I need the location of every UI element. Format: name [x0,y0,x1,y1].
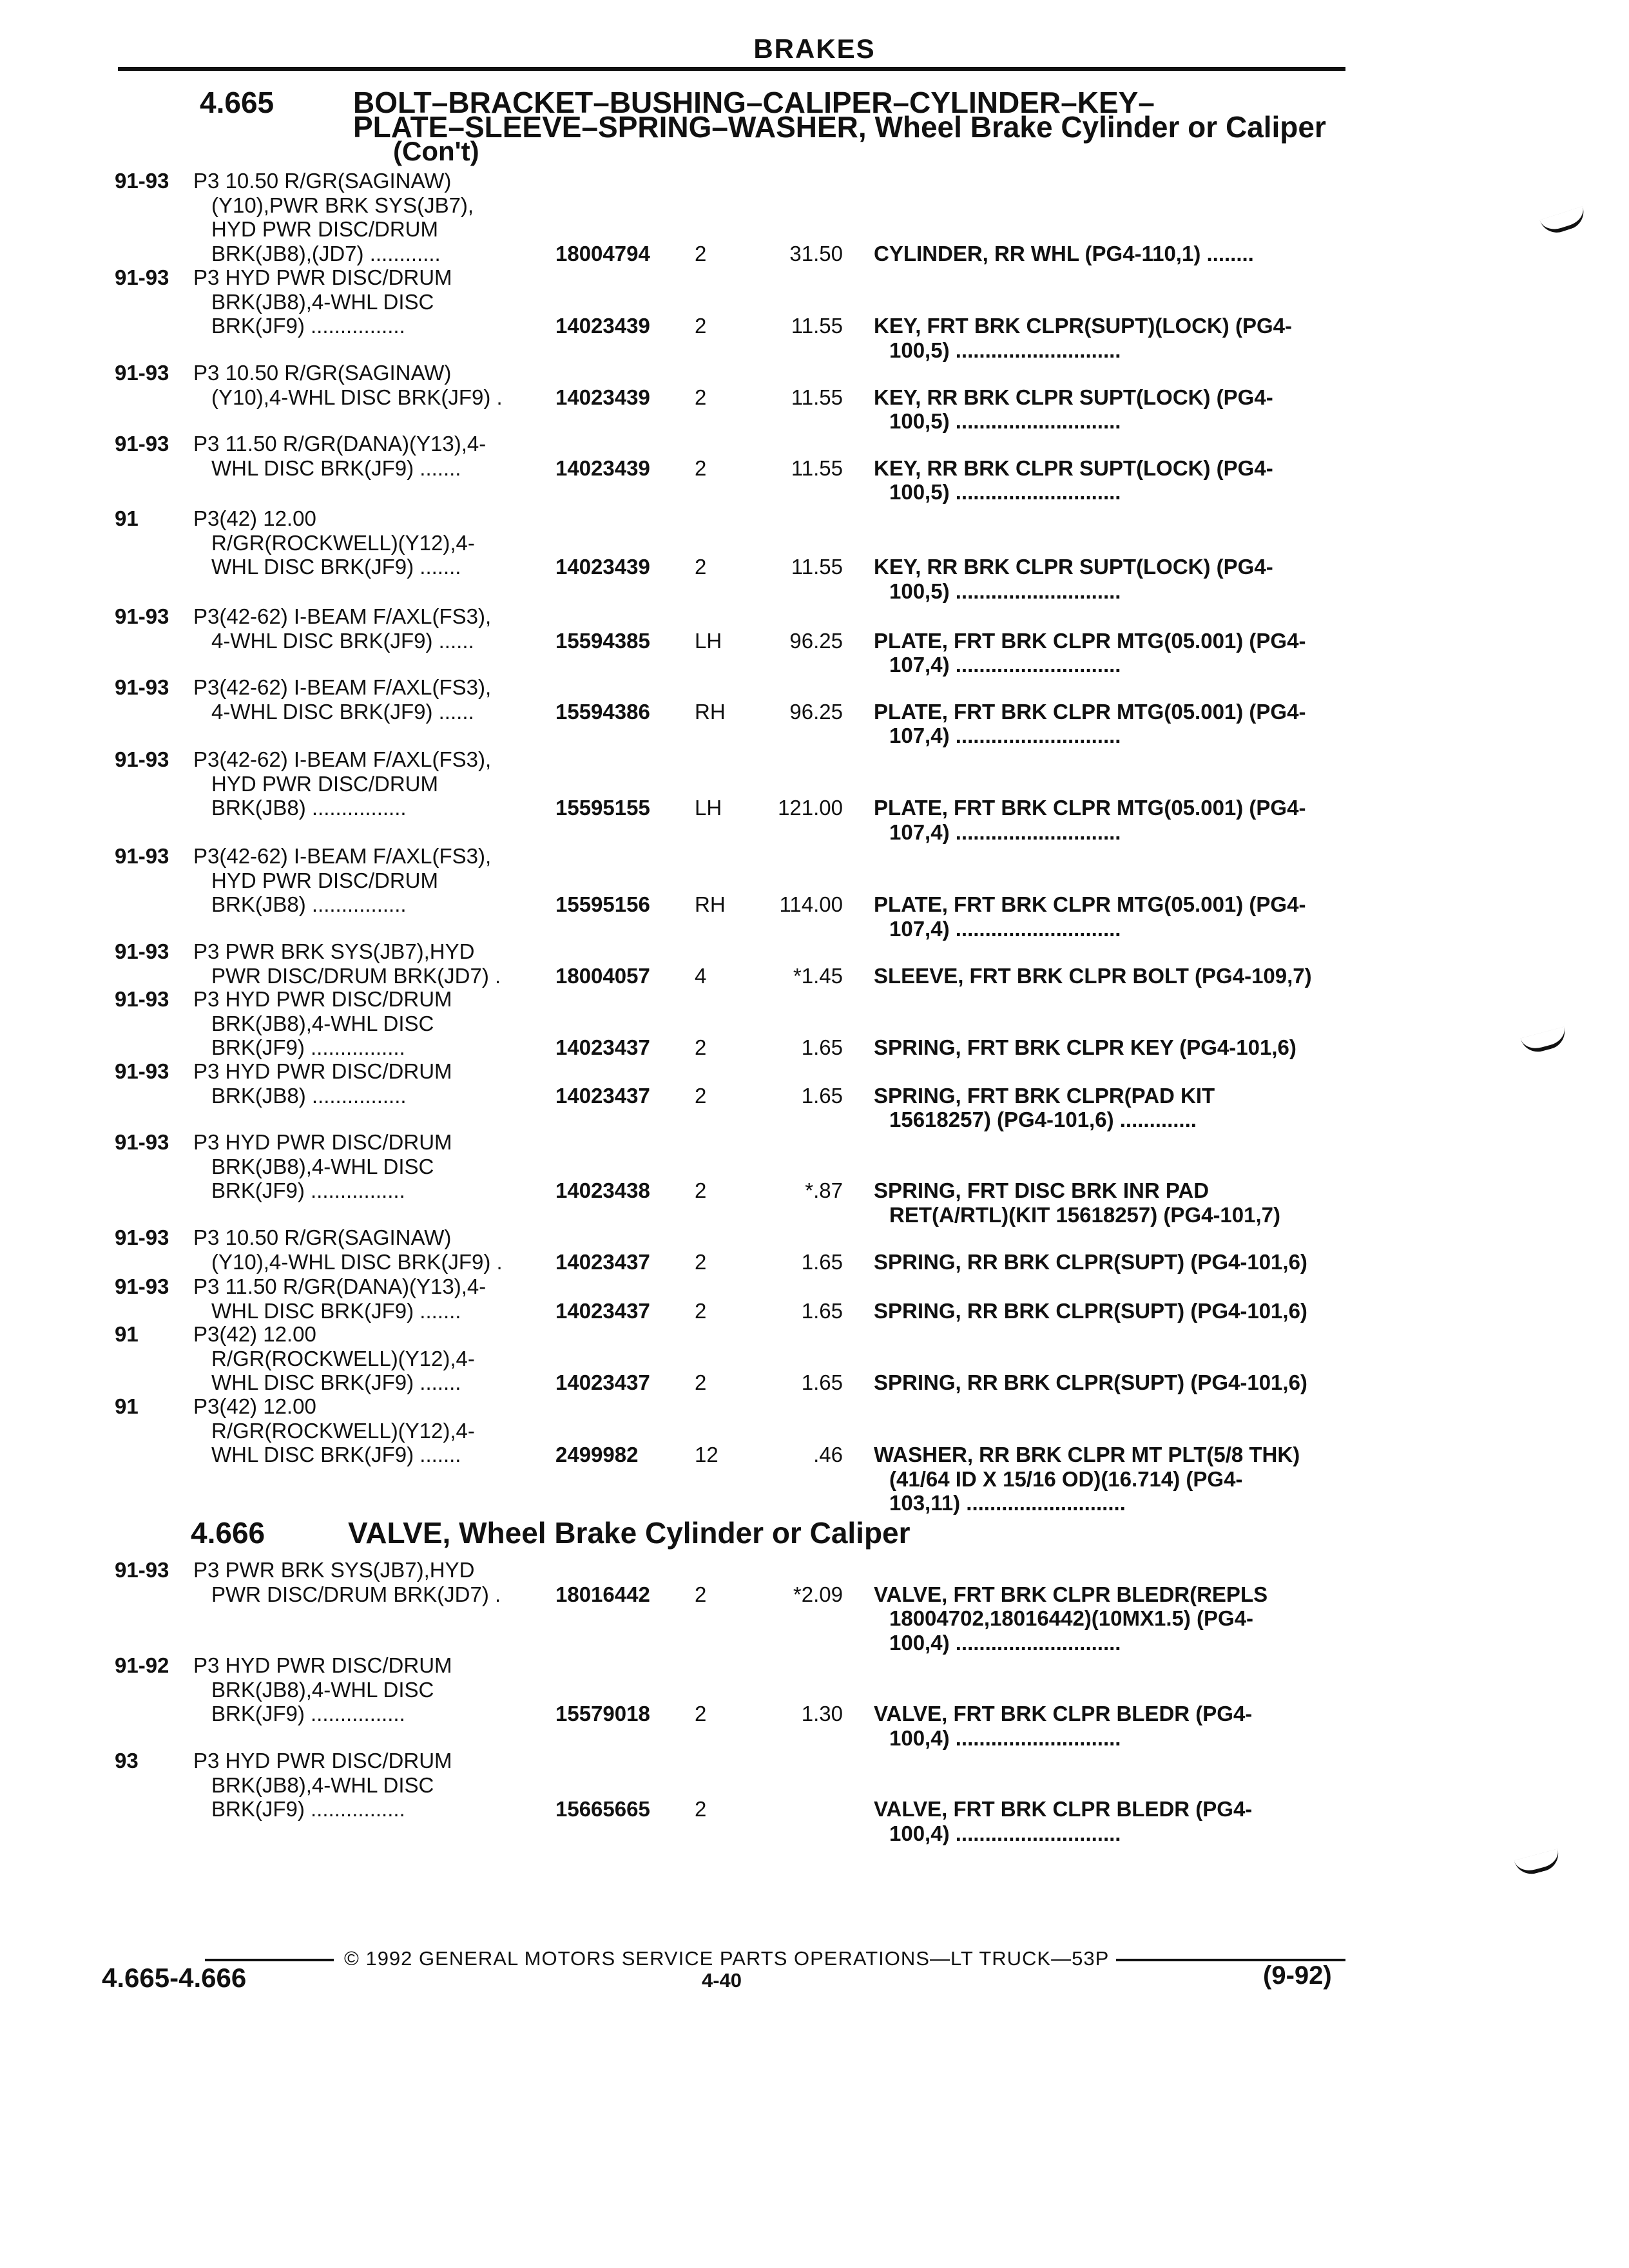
description-line: P3 PWR BRK SYS(JB7),HYD [193,939,475,963]
description-line: P3(42) 12.00 [193,1394,316,1418]
section-number: 4.666 [191,1516,265,1550]
application-description [193,939,501,988]
part-name [874,1797,1252,1845]
description-line: WHL DISC BRK(JF9) ....... [211,1298,461,1323]
part-name-line: 107,4) ............................ [889,724,1121,747]
part-number: 15665665 [555,1797,650,1821]
part-name [874,964,1312,988]
model-years: 91-93 [115,169,169,193]
description-line: (Y10),4-WHL DISC BRK(JF9) . [211,385,503,409]
part-name-line: VALVE, FRT BRK CLPR BLEDR(REPLS [874,1582,1268,1606]
model-years: 91-93 [115,361,169,385]
description-line: WHL DISC BRK(JF9) ....... [211,1443,461,1466]
section-title-line: (Con't) [393,136,479,166]
part-name-line: SPRING, RR BRK CLPR(SUPT) (PG4-101,6) [874,1249,1307,1274]
description-line: P3 HYD PWR DISC/DRUM [193,987,452,1011]
description-line: BRK(JB8),(JD7) ............ [211,241,441,265]
part-number: 14023439 [555,314,650,338]
part-number: 18004794 [555,241,650,265]
quantity: 2 [695,1178,707,1202]
part-name-line: 100,5) ............................ [889,579,1121,603]
part-name-line: 107,4) ............................ [889,820,1121,844]
model-years: 91-93 [115,675,169,699]
part-name-line: PLATE, FRT BRK CLPR MTG(05.001) (PG4- [874,699,1306,724]
model-years: 91 [115,1394,139,1418]
description-line: P3 PWR BRK SYS(JB7),HYD [193,1558,475,1582]
price: 121.00 [778,796,843,820]
footer-range: 4.665-4.666 [102,1963,247,1993]
description-line: R/GR(ROCKWELL)(Y12),4- [211,1418,475,1443]
quantity: 2 [695,1249,707,1274]
model-years: 91-93 [115,432,169,456]
model-years: 91-93 [115,1558,169,1582]
part-name-line: KEY, RR BRK CLPR SUPT(LOCK) (PG4- [874,456,1273,480]
application-description [193,1653,452,1726]
part-name-line: VALVE, FRT BRK CLPR BLEDR (PG4- [874,1797,1253,1821]
section-number: 4.665 [200,86,275,119]
description-line: P3(42-62) I-BEAM F/AXL(FS3), [193,604,492,628]
part-number: 15594385 [555,628,650,653]
application-description [193,1130,452,1203]
part-name [874,242,1254,266]
part-name-line: KEY, RR BRK CLPR SUPT(LOCK) (PG4- [874,385,1273,409]
description-line: BRK(JF9) ................ [211,1702,405,1725]
quantity: 4 [695,963,707,988]
part-name [874,456,1273,505]
margin-tick-mark [1539,206,1588,237]
part-name [874,629,1306,677]
quantity: 2 [695,385,707,409]
part-name-line: PLATE, FRT BRK CLPR MTG(05.001) (PG4- [874,892,1306,916]
model-years: 91-93 [115,1225,169,1249]
description-line: P3 11.50 R/GR(DANA)(Y13),4- [193,432,487,456]
quantity: 2 [695,314,707,338]
description-line: HYD PWR DISC/DRUM [211,868,438,892]
model-years: 91-93 [115,987,169,1011]
application-description [193,844,491,917]
quantity: LH [695,796,722,820]
description-line: P3 HYD PWR DISC/DRUM [193,1749,452,1773]
description-line: P3 HYD PWR DISC/DRUM [193,265,452,289]
model-years: 91 [115,1322,139,1346]
price: 1.65 [801,1298,843,1323]
description-line: 4-WHL DISC BRK(JF9) ...... [211,628,474,653]
part-name-line: WASHER, RR BRK CLPR MT PLT(5/8 THK) [874,1443,1300,1466]
part-name [874,700,1306,748]
description-line: BRK(JB8) ................ [211,892,407,916]
section-title-line: PLATE–SLEEVE–SPRING–WASHER, Wheel Brake Cylinder or Caliper [353,110,1326,144]
application-description [193,604,491,653]
description-line: P3(42-62) I-BEAM F/AXL(FS3), [193,747,492,771]
price: 1.65 [801,1083,843,1108]
part-name [874,1299,1307,1323]
quantity: 2 [695,1370,707,1394]
part-name-line: SPRING, RR BRK CLPR(SUPT) (PG4-101,6) [874,1370,1307,1394]
part-number: 14023439 [555,555,650,579]
description-line: P3(42) 12.00 [193,506,316,530]
description-line: HYD PWR DISC/DRUM [211,771,438,796]
part-name-line: PLATE, FRT BRK CLPR MTG(05.001) (PG4- [874,796,1306,820]
description-line: P3 HYD PWR DISC/DRUM [193,1059,452,1083]
model-years: 93 [115,1749,139,1773]
quantity: 2 [695,1702,707,1725]
model-years: 91-93 [115,844,169,868]
quantity: 2 [695,1797,707,1821]
description-line: BRK(JF9) ................ [211,1035,405,1059]
price: *2.09 [793,1582,843,1606]
model-years: 91 [115,506,139,530]
description-line: P3(42-62) I-BEAM F/AXL(FS3), [193,675,492,699]
model-years: 91-93 [115,1274,169,1298]
part-name [874,314,1292,362]
part-name-line: 100,4) ............................ [889,1630,1121,1655]
description-line: PWR DISC/DRUM BRK(JD7) . [211,1582,501,1606]
application-description [193,1274,486,1323]
description-line: R/GR(ROCKWELL)(Y12),4- [211,1346,475,1370]
part-name [874,796,1306,844]
application-description [193,1749,452,1821]
application-description [193,675,491,724]
quantity: RH [695,699,726,724]
description-line: P3(42-62) I-BEAM F/AXL(FS3), [193,844,492,868]
section-title-line: BOLT–BRACKET–BUSHING–CALIPER–CYLINDER–KEY– [353,86,1155,119]
part-name-line: (41/64 ID X 15/16 OD)(16.714) (PG4- [889,1466,1243,1491]
description-line: BRK(JB8),4-WHL DISC [211,1677,434,1702]
model-years: 91-93 [115,939,169,963]
part-number: 14023437 [555,1249,650,1274]
part-number: 14023438 [555,1178,650,1202]
price: 96.25 [789,628,843,653]
footer-date: (9-92) [1263,1961,1332,1990]
price: 1.65 [801,1249,843,1274]
quantity: 2 [695,1298,707,1323]
part-name-line: SPRING, FRT BRK CLPR KEY (PG4-101,6) [874,1035,1296,1059]
footer-copyright: © 1992 GENERAL MOTORS SERVICE PARTS OPERATIONS—LT TRUCK—53P [344,1947,1110,1970]
application-description [193,506,475,579]
application-description [193,1059,452,1108]
part-number: 15595156 [555,892,650,916]
footer-page-number: 4-40 [701,1969,742,1992]
model-years: 91-93 [115,265,169,289]
application-description [193,987,452,1060]
quantity: 12 [695,1443,718,1466]
quantity: 2 [695,1035,707,1059]
description-line: HYD PWR DISC/DRUM [211,217,438,241]
description-line: BRK(JB8),4-WHL DISC [211,1773,434,1797]
part-name-line: CYLINDER, RR WHL (PG4-110,1) ........ [874,241,1254,265]
application-description [193,1558,501,1606]
part-name [874,385,1273,434]
page-header: BRAKES [753,34,876,64]
part-name [874,892,1306,941]
quantity: 2 [695,1582,707,1606]
description-line: (Y10),4-WHL DISC BRK(JF9) . [211,1249,503,1274]
description-line: P3 10.50 R/GR(SAGINAW) [193,361,452,385]
section-title-line: VALVE, Wheel Brake Cylinder or Caliper [348,1516,911,1550]
description-line: P3 10.50 R/GR(SAGINAW) [193,169,452,193]
part-number: 15579018 [555,1702,650,1725]
description-line: 4-WHL DISC BRK(JF9) ...... [211,699,474,724]
section-title [353,86,1326,166]
part-name-line: 18004702,18016442)(10MX1.5) (PG4- [889,1606,1254,1630]
part-name-line: KEY, FRT BRK CLPR(SUPT)(LOCK) (PG4- [874,314,1292,338]
description-line: P3(42) 12.00 [193,1322,316,1346]
price: 1.65 [801,1035,843,1059]
part-name [874,1702,1252,1750]
description-line: BRK(JF9) ................ [211,1797,405,1821]
part-name [874,1084,1215,1132]
price: 11.55 [791,456,843,480]
part-number: 18016442 [555,1582,650,1606]
application-description [193,265,452,338]
application-description [193,1225,503,1274]
description-line: P3 11.50 R/GR(DANA)(Y13),4- [193,1274,487,1298]
part-name-line: 100,5) ............................ [889,409,1121,433]
description-line: BRK(JB8),4-WHL DISC [211,1154,434,1178]
section-title [348,1516,911,1550]
part-number: 14023437 [555,1370,650,1394]
description-line: BRK(JF9) ................ [211,314,405,338]
part-name-line: SPRING, FRT DISC BRK INR PAD [874,1178,1210,1202]
price: 31.50 [789,241,843,265]
part-number: 14023439 [555,385,650,409]
application-description [193,1322,475,1395]
part-name-line: 107,4) ............................ [889,653,1121,677]
price: *.87 [805,1178,843,1202]
part-number: 2499982 [555,1443,639,1466]
part-name-line: 100,4) ............................ [889,1725,1121,1750]
model-years: 91-93 [115,604,169,628]
description-line: P3 HYD PWR DISC/DRUM [193,1130,452,1154]
application-description [193,361,503,409]
price: 1.65 [801,1370,843,1394]
description-line: WHL DISC BRK(JF9) ....... [211,555,461,579]
price: 11.55 [791,314,843,338]
description-line: WHL DISC BRK(JF9) ....... [211,456,461,480]
description-line: BRK(JB8),4-WHL DISC [211,1011,434,1035]
description-line: BRK(JB8),4-WHL DISC [211,289,434,314]
description-line: P3 HYD PWR DISC/DRUM [193,1653,452,1677]
quantity: 2 [695,555,707,579]
part-name [874,1035,1296,1060]
part-name-line: VALVE, FRT BRK CLPR BLEDR (PG4- [874,1702,1253,1725]
model-years: 91-92 [115,1653,169,1677]
price: 11.55 [791,555,843,579]
description-line: BRK(JB8) ................ [211,1083,407,1108]
quantity: 2 [695,241,707,265]
application-description [193,432,486,480]
price: .46 [813,1443,843,1466]
part-number: 15594386 [555,699,650,724]
quantity: 2 [695,1083,707,1108]
model-years: 91-93 [115,1059,169,1083]
part-number: 14023439 [555,456,650,480]
part-number: 14023437 [555,1298,650,1323]
description-line: BRK(JF9) ................ [211,1178,405,1202]
price: *1.45 [793,963,843,988]
part-name-line: 15618257) (PG4-101,6) ............. [889,1108,1197,1131]
model-years: 91-93 [115,1130,169,1154]
part-name-line: PLATE, FRT BRK CLPR MTG(05.001) (PG4- [874,628,1306,653]
description-line: WHL DISC BRK(JF9) ....... [211,1370,461,1394]
footer-rule-left [205,1959,334,1961]
part-name [874,1178,1280,1227]
part-name [874,1370,1307,1395]
part-number: 14023437 [555,1035,650,1059]
part-name [874,1250,1307,1274]
part-number: 15595155 [555,796,650,820]
description-line: BRK(JB8) ................ [211,796,407,820]
part-name-line: SLEEVE, FRT BRK CLPR BOLT (PG4-109,7) [874,963,1312,988]
application-description [193,169,474,265]
part-name-line: 100,4) ............................ [889,1821,1121,1845]
application-description [193,1394,475,1467]
part-name [874,1443,1300,1515]
part-name-line: 100,5) ............................ [889,480,1121,504]
description-line: R/GR(ROCKWELL)(Y12),4- [211,530,475,555]
model-years: 91-93 [115,747,169,771]
part-name [874,555,1273,603]
price: 96.25 [789,699,843,724]
part-name-line: RET(A/RTL)(KIT 15618257) (PG4-101,7) [889,1202,1281,1227]
application-description [193,747,491,820]
price: 114.00 [779,892,843,916]
margin-tick-mark [1521,1026,1569,1055]
description-line: (Y10),PWR BRK SYS(JB7), [211,193,474,217]
part-name-line: 103,11) ........................... [889,1491,1126,1515]
part-number: 14023437 [555,1083,650,1108]
description-line: P3 10.50 R/GR(SAGINAW) [193,1225,452,1249]
part-number: 18004057 [555,963,650,988]
header-rule [118,67,1345,71]
price: 11.55 [791,385,843,409]
quantity: LH [695,628,722,653]
part-name [874,1582,1268,1655]
part-name-line: 107,4) ............................ [889,916,1121,941]
part-name-line: 100,5) ............................ [889,338,1121,362]
part-name-line: KEY, RR BRK CLPR SUPT(LOCK) (PG4- [874,555,1273,579]
price: 1.30 [801,1702,843,1725]
description-line: PWR DISC/DRUM BRK(JD7) . [211,963,501,988]
part-name-line: SPRING, RR BRK CLPR(SUPT) (PG4-101,6) [874,1298,1307,1323]
quantity: 2 [695,456,707,480]
margin-tick-mark [1514,1849,1563,1878]
part-name-line: SPRING, FRT BRK CLPR(PAD KIT [874,1083,1215,1108]
quantity: RH [695,892,726,916]
